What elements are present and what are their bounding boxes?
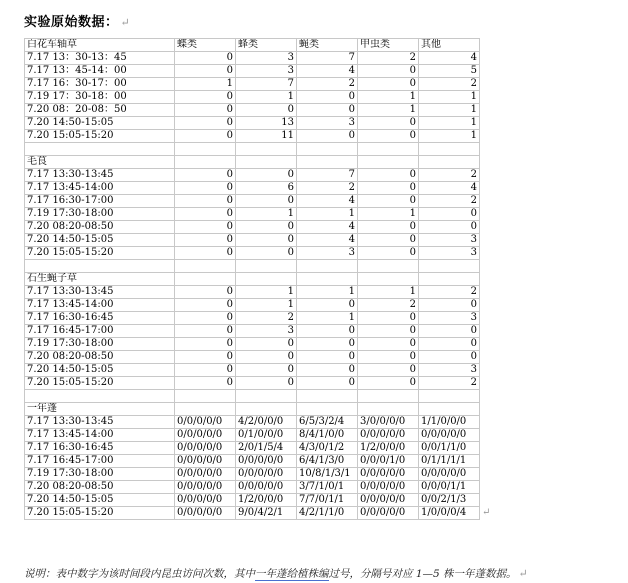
- time-cell: 7.20 14:50-15:05: [25, 117, 175, 130]
- time-cell: 7.17 13:45-14:00: [25, 182, 175, 195]
- value-cell: 3: [419, 247, 480, 260]
- time-cell: 7.20 14:50-15:05: [25, 494, 175, 507]
- time-cell: 7.17 16:45-17:00: [25, 325, 175, 338]
- empty-cell: [175, 260, 236, 273]
- value-cell: 0/0/0/0/0: [175, 442, 236, 455]
- value-cell: 1: [358, 91, 419, 104]
- empty-cell: [236, 156, 297, 169]
- value-cell: 10/8/1/3/1: [297, 468, 358, 481]
- value-cell: 9/0/4/2/1: [236, 507, 297, 520]
- value-cell: 4: [419, 182, 480, 195]
- table-note: [24, 566, 528, 581]
- value-cell: 0: [358, 234, 419, 247]
- value-cell: 0/0/0/0/0: [175, 455, 236, 468]
- time-cell: 7.20 14:50-15:05: [25, 234, 175, 247]
- value-cell: 1: [358, 286, 419, 299]
- time-cell: 7.19 17:30-18:00: [25, 338, 175, 351]
- value-cell: 0: [419, 221, 480, 234]
- section-name: 石生蝇子草: [25, 273, 175, 286]
- value-cell: 0: [419, 338, 480, 351]
- value-cell: 0/0/0/0/0: [358, 507, 419, 520]
- value-cell: 1: [236, 208, 297, 221]
- value-cell: 0: [358, 247, 419, 260]
- value-cell: 0: [175, 130, 236, 143]
- empty-cell: [419, 390, 480, 403]
- value-cell: 0: [297, 338, 358, 351]
- value-cell: 2: [297, 182, 358, 195]
- section-header-row: [25, 273, 480, 286]
- value-cell: 0/0/0/0/0: [236, 481, 297, 494]
- value-cell: 3: [419, 364, 480, 377]
- empty-cell: [297, 403, 358, 416]
- value-cell: 0/0/0/1/1: [419, 481, 480, 494]
- value-cell: 0: [175, 195, 236, 208]
- value-cell: 0: [236, 247, 297, 260]
- value-cell: 1: [358, 104, 419, 117]
- value-cell: 7: [297, 52, 358, 65]
- column-header: 蝇类: [297, 39, 358, 52]
- value-cell: 0: [175, 377, 236, 390]
- table-row: [25, 429, 480, 442]
- value-cell: 0/0/1/1/0: [419, 442, 480, 455]
- value-cell: 2: [419, 78, 480, 91]
- time-cell: 7.17 16：30-17：00: [25, 78, 175, 91]
- value-cell: 0: [175, 117, 236, 130]
- value-cell: 0: [175, 247, 236, 260]
- value-cell: 0: [358, 78, 419, 91]
- time-cell: 7.17 13:30-13:45: [25, 286, 175, 299]
- value-cell: 2: [236, 312, 297, 325]
- value-cell: 0: [236, 221, 297, 234]
- value-cell: 0: [175, 312, 236, 325]
- empty-cell: [419, 260, 480, 273]
- page-title-text: 实验原始数据：: [24, 15, 119, 30]
- value-cell: 2: [358, 52, 419, 65]
- value-cell: 1: [419, 104, 480, 117]
- value-cell: 0/1/1/1/1: [419, 455, 480, 468]
- table-row: [25, 442, 480, 455]
- value-cell: 0/0/0/0/0: [358, 429, 419, 442]
- paragraph-mark-icon: ↵: [518, 567, 528, 580]
- empty-cell: [175, 156, 236, 169]
- value-cell: 3: [297, 117, 358, 130]
- empty-cell: [358, 403, 419, 416]
- value-cell: 6/4/1/3/0: [297, 455, 358, 468]
- value-cell: 2: [419, 286, 480, 299]
- section-name: 毛茛: [25, 156, 175, 169]
- spacer-row: [25, 390, 480, 403]
- empty-cell: [358, 260, 419, 273]
- value-cell: 0/0/0/0/0: [175, 507, 236, 520]
- time-cell: 7.20 08:20-08:50: [25, 481, 175, 494]
- value-cell: 0: [175, 52, 236, 65]
- table-row: [25, 468, 480, 481]
- value-cell: 0/0/2/1/3: [419, 494, 480, 507]
- time-cell: 7.20 15:05-15:20: [25, 377, 175, 390]
- section-name: 白花车轴草: [25, 39, 175, 52]
- section-header-row: [25, 156, 480, 169]
- value-cell: 0: [175, 104, 236, 117]
- time-cell: 7.17 16:30-16:45: [25, 442, 175, 455]
- empty-cell: [25, 143, 175, 156]
- value-cell: 4/2/1/1/0: [297, 507, 358, 520]
- value-cell: 0: [297, 377, 358, 390]
- spacer-row: [25, 143, 480, 156]
- time-cell: 7.20 15:05-15:20: [25, 247, 175, 260]
- table-row: [25, 507, 480, 520]
- value-cell: 1: [175, 78, 236, 91]
- time-cell: 7.17 13:45-14:00: [25, 429, 175, 442]
- value-cell: 0: [419, 208, 480, 221]
- raw-data-table: [24, 38, 491, 520]
- time-cell: 7.20 15:05-15:20: [25, 507, 175, 520]
- time-cell: 7.17 13：30-13：45: [25, 52, 175, 65]
- column-header: 蝶类: [175, 39, 236, 52]
- empty-cell: [358, 390, 419, 403]
- value-cell: 0: [236, 351, 297, 364]
- section-header-row: [25, 403, 480, 416]
- table-row: [25, 65, 480, 78]
- table-row: [25, 286, 480, 299]
- note-prefix: 说明：表中数字为该时间段内昆虫访问次数，其中: [24, 568, 255, 580]
- value-cell: 1: [419, 130, 480, 143]
- value-cell: 1: [236, 299, 297, 312]
- value-cell: 4/3/0/1/2: [297, 442, 358, 455]
- value-cell: 1/2/0/0/0: [358, 442, 419, 455]
- column-header: 其他: [419, 39, 480, 52]
- value-cell: 0: [175, 221, 236, 234]
- value-cell: 0/0/0/0/0: [358, 468, 419, 481]
- spacer-row: [25, 260, 480, 273]
- empty-cell: [419, 273, 480, 286]
- value-cell: 4: [297, 195, 358, 208]
- value-cell: 1/1/0/0/0: [419, 416, 480, 429]
- value-cell: 5: [419, 65, 480, 78]
- value-cell: 0: [297, 91, 358, 104]
- value-cell: 4/2/0/0/0: [236, 416, 297, 429]
- value-cell: 0: [297, 351, 358, 364]
- empty-cell: [236, 260, 297, 273]
- value-cell: 0: [297, 364, 358, 377]
- value-cell: 1: [297, 208, 358, 221]
- value-cell: 4: [419, 52, 480, 65]
- value-cell: 3: [297, 247, 358, 260]
- table-row: [25, 195, 480, 208]
- value-cell: 0: [236, 338, 297, 351]
- empty-cell: [358, 273, 419, 286]
- value-cell: 0: [175, 364, 236, 377]
- value-cell: 0: [419, 351, 480, 364]
- value-cell: 0: [236, 104, 297, 117]
- table-row: [25, 494, 480, 507]
- time-cell: 7.17 16:30-16:45: [25, 312, 175, 325]
- value-cell: 0: [236, 195, 297, 208]
- value-cell: 0: [236, 377, 297, 390]
- empty-cell: [297, 273, 358, 286]
- value-cell: 4: [297, 65, 358, 78]
- time-cell: 7.20 15:05-15:20: [25, 130, 175, 143]
- empty-cell: [297, 156, 358, 169]
- empty-cell: [175, 143, 236, 156]
- empty-cell: [419, 403, 480, 416]
- value-cell: 0: [358, 364, 419, 377]
- table-row: [25, 91, 480, 104]
- table-row: [25, 455, 480, 468]
- value-cell: 3: [236, 52, 297, 65]
- empty-cell: [297, 390, 358, 403]
- time-cell: 7.17 13：45-14：00: [25, 65, 175, 78]
- value-cell: 0: [358, 312, 419, 325]
- value-cell: 3: [236, 65, 297, 78]
- time-cell: 7.17 13:30-13:45: [25, 416, 175, 429]
- value-cell: 0: [175, 65, 236, 78]
- table-row: [25, 208, 480, 221]
- value-cell: 0: [358, 117, 419, 130]
- value-cell: 0: [236, 169, 297, 182]
- time-cell: 7.19 17:30-18:00: [25, 208, 175, 221]
- table-row: [25, 312, 480, 325]
- table-row: [25, 325, 480, 338]
- empty-cell: [297, 143, 358, 156]
- value-cell: 3: [236, 325, 297, 338]
- table-row: [25, 247, 480, 260]
- value-cell: 1: [236, 286, 297, 299]
- note-underlined: 一年蓬给植株编: [255, 568, 329, 580]
- table-row: [25, 377, 480, 390]
- value-cell: 1: [297, 286, 358, 299]
- value-cell: 0/0/0/0/0: [358, 481, 419, 494]
- time-cell: 7.17 13:45-14:00: [25, 299, 175, 312]
- table-row: [25, 52, 480, 65]
- value-cell: 0: [175, 338, 236, 351]
- empty-cell: [25, 260, 175, 273]
- section-header-row: [25, 39, 480, 52]
- table-row: [25, 169, 480, 182]
- table-row: [25, 221, 480, 234]
- time-cell: 7.17 16:30-17:00: [25, 195, 175, 208]
- time-cell: 7.19 17:30-18:00: [25, 468, 175, 481]
- column-header: 甲虫类: [358, 39, 419, 52]
- value-cell: 0: [358, 377, 419, 390]
- value-cell: 0: [175, 182, 236, 195]
- time-cell: 7.17 13:30-13:45: [25, 169, 175, 182]
- value-cell: 7: [236, 78, 297, 91]
- value-cell: 0/0/0/0/0: [236, 455, 297, 468]
- value-cell: 0: [175, 286, 236, 299]
- value-cell: 0: [358, 325, 419, 338]
- value-cell: 0: [175, 91, 236, 104]
- value-cell: 0/0/0/0/0: [175, 429, 236, 442]
- note-suffix: 过号，分隔号对应 1—5 株一年蓬数据。: [328, 568, 517, 580]
- value-cell: 0/0/0/0/0: [175, 481, 236, 494]
- value-cell: 0: [297, 104, 358, 117]
- table-row: [25, 338, 480, 351]
- value-cell: 3/7/1/0/1: [297, 481, 358, 494]
- value-cell: 1/0/0/0/4 ↵: [419, 507, 480, 520]
- value-cell: 7: [297, 169, 358, 182]
- value-cell: 0: [175, 169, 236, 182]
- time-cell: 7.20 08:20-08:50: [25, 351, 175, 364]
- value-cell: 1: [236, 91, 297, 104]
- empty-cell: [236, 390, 297, 403]
- value-cell: 0: [358, 351, 419, 364]
- value-cell: 1: [419, 91, 480, 104]
- empty-cell: [175, 403, 236, 416]
- value-cell: 1: [419, 117, 480, 130]
- value-cell: 0: [175, 351, 236, 364]
- value-cell: 2: [419, 195, 480, 208]
- value-cell: 1/2/0/0/0: [236, 494, 297, 507]
- value-cell: 1: [297, 312, 358, 325]
- table-row: [25, 117, 480, 130]
- value-cell: 0: [297, 325, 358, 338]
- value-cell: 3: [419, 312, 480, 325]
- value-cell: 0: [236, 364, 297, 377]
- section-name: 一年蓬: [25, 403, 175, 416]
- table-row: [25, 416, 480, 429]
- empty-cell: [419, 143, 480, 156]
- value-cell: 0: [358, 130, 419, 143]
- value-cell: 0: [358, 65, 419, 78]
- value-cell: 0: [358, 182, 419, 195]
- value-cell: 0/0/0/0/0: [236, 468, 297, 481]
- table-row: [25, 481, 480, 494]
- table-row: [25, 182, 480, 195]
- value-cell: 0: [175, 325, 236, 338]
- value-cell: 6/5/3/2/4: [297, 416, 358, 429]
- column-header: 蜂类: [236, 39, 297, 52]
- empty-cell: [236, 273, 297, 286]
- paragraph-mark-icon: ↵: [120, 16, 131, 29]
- table-row: [25, 130, 480, 143]
- value-cell: 0: [297, 299, 358, 312]
- value-cell: 0: [358, 221, 419, 234]
- page-title: [24, 11, 130, 30]
- value-cell: 4: [297, 234, 358, 247]
- empty-cell: [25, 390, 175, 403]
- value-cell: 0: [175, 208, 236, 221]
- empty-cell: [175, 273, 236, 286]
- value-cell: 0: [419, 325, 480, 338]
- value-cell: 2/0/1/5/4: [236, 442, 297, 455]
- value-cell: 0: [358, 195, 419, 208]
- table-row: [25, 234, 480, 247]
- value-cell: 0: [297, 130, 358, 143]
- value-cell: 3/0/0/0/0: [358, 416, 419, 429]
- value-cell: 0/0/0/0/0: [358, 494, 419, 507]
- paragraph-mark-icon: ↵: [482, 507, 491, 518]
- time-cell: 7.17 16:45-17:00: [25, 455, 175, 468]
- value-cell: 0/0/0/0/0: [175, 468, 236, 481]
- value-cell: 0/0/0/0/0: [175, 416, 236, 429]
- value-cell: 0/0/0/1/0: [358, 455, 419, 468]
- value-cell: 6: [236, 182, 297, 195]
- value-cell: 0: [236, 234, 297, 247]
- empty-cell: [297, 260, 358, 273]
- empty-cell: [236, 143, 297, 156]
- table-row: [25, 364, 480, 377]
- value-cell: 2: [419, 377, 480, 390]
- table-row: [25, 104, 480, 117]
- table-row: [25, 78, 480, 91]
- empty-cell: [236, 403, 297, 416]
- time-cell: 7.20 08：20-08：50: [25, 104, 175, 117]
- value-cell: 2: [419, 169, 480, 182]
- value-cell: 7/7/0/1/1: [297, 494, 358, 507]
- value-cell: 0/1/0/0/0: [236, 429, 297, 442]
- value-cell: 3: [419, 234, 480, 247]
- value-cell: 4: [297, 221, 358, 234]
- empty-cell: [358, 143, 419, 156]
- value-cell: 0: [358, 338, 419, 351]
- value-cell: 8/4/1/0/0: [297, 429, 358, 442]
- value-cell: 2: [358, 299, 419, 312]
- value-cell: 0: [175, 234, 236, 247]
- value-cell: 0/0/0/0/0: [419, 468, 480, 481]
- value-cell: 0/0/0/0/0: [419, 429, 480, 442]
- time-cell: 7.20 08:20-08:50: [25, 221, 175, 234]
- value-cell: 0: [358, 169, 419, 182]
- value-cell: 0: [175, 299, 236, 312]
- value-cell: 2: [297, 78, 358, 91]
- value-cell: 0/0/0/0/0: [175, 494, 236, 507]
- table-row: [25, 299, 480, 312]
- time-cell: 7.19 17：30-18：00: [25, 91, 175, 104]
- value-cell: 0: [419, 299, 480, 312]
- empty-cell: [358, 156, 419, 169]
- time-cell: 7.20 14:50-15:05: [25, 364, 175, 377]
- value-cell: 13: [236, 117, 297, 130]
- empty-cell: [419, 156, 480, 169]
- table-row: [25, 351, 480, 364]
- value-cell: 1: [358, 208, 419, 221]
- value-cell: 11: [236, 130, 297, 143]
- empty-cell: [175, 390, 236, 403]
